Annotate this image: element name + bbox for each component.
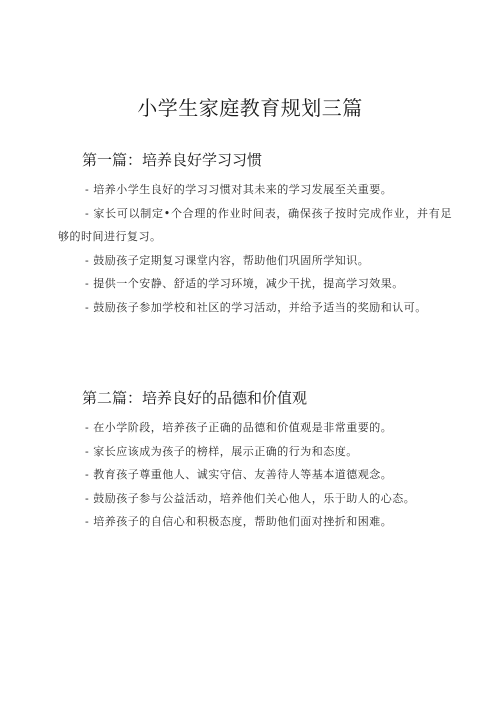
list-item: - 鼓励孩子参加学校和社区的学习活动，并给予适当的奖励和认可。 (85, 300, 427, 314)
section-heading: 第二篇：培养良好的品德和价值观 (82, 389, 308, 407)
section-items (0, 416, 500, 534)
document-title: 小学生家庭教育规划三篇 (137, 96, 363, 120)
section-morality-values (0, 388, 500, 534)
section-items (0, 178, 500, 319)
list-item: - 培养孩子的自信心和积极态度，帮助他们面对挫折和困难。 (85, 515, 393, 528)
list-item: - 家长可以制定•个合理的作业时间表，确保孩子按时完成作业，并有足够的时间进行复习。 (58, 206, 452, 243)
list-item: - 鼓励孩子参与公益活动，培养他们关心他人，乐于助人的心态。 (85, 491, 416, 505)
list-item: - 在小学阶段，培养孩子正确的品德和价值观是非常重要的。 (85, 421, 393, 434)
list-item: - 家长应该成为孩子的榜样，展示正确的行为和态度。 (85, 444, 358, 458)
list-item: - 提供一个安静、舒适的学习环境，减少干扰，提高学习效果。 (85, 277, 404, 290)
list-item: - 鼓励孩子定期复习课堂内容，帮助他们巩固所学知识。 (85, 253, 370, 267)
list-item: - 培养小学生良好的学习习惯对其未来的学习发展至关重要。 (85, 183, 393, 196)
section-learning-habits (0, 150, 500, 319)
list-item: - 教育孩子尊重他人、诚实守信、友善待人等基本道德观念。 (85, 468, 393, 481)
section-heading: 第一篇：培养良好学习习惯 (82, 151, 263, 169)
